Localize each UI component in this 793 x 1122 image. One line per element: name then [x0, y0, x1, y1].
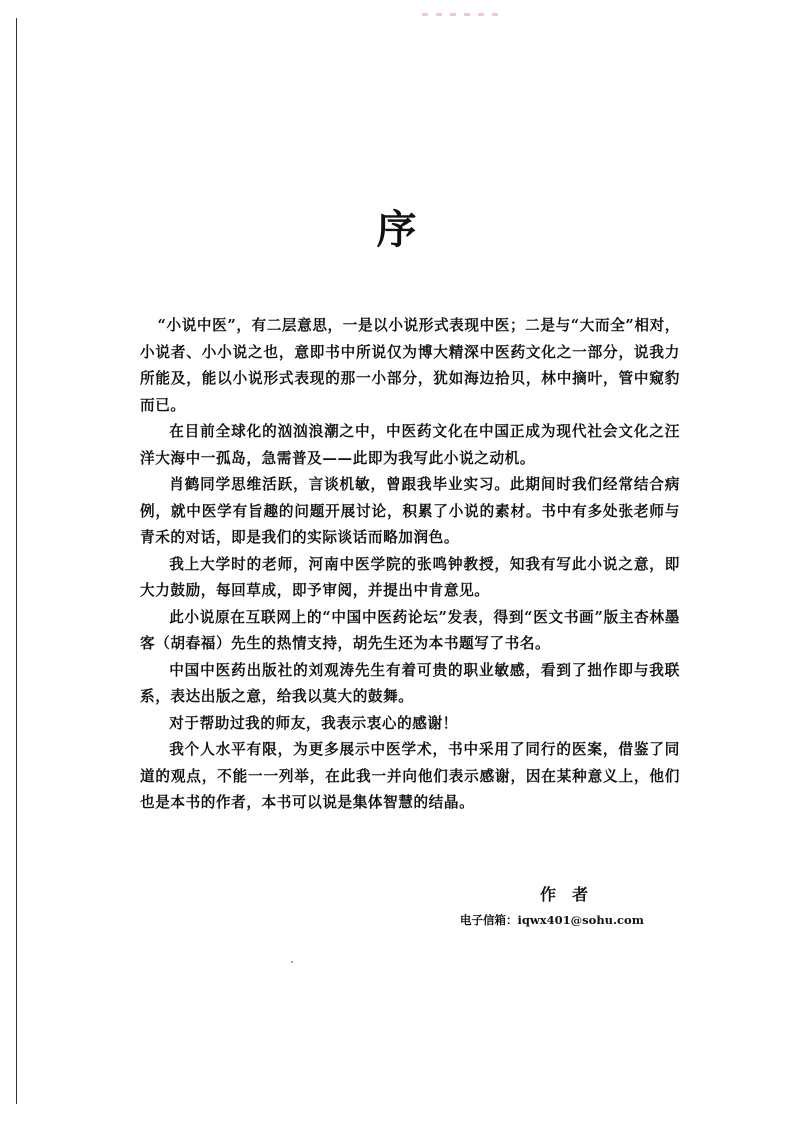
email-label: 电子信箱：	[460, 913, 518, 927]
paragraph-5: 此小说原在互联网上的“中国中医药论坛”发表，得到“医文书画”版主杏林墨客（胡春福）先生的热情支持，胡先生还为本书题写了书名。	[140, 608, 680, 652]
paragraph-7: 对于帮助过我的师友，我表示衷心的感谢！	[169, 714, 458, 732]
preface-title: 序	[376, 206, 417, 253]
paragraph-2: 在目前全球化的汹汹浪潮之中，中医药文化在中国正成为现代社会文化之汪洋大海中一孤岛，急需普及——此即为我写此小说之动机。	[140, 423, 680, 467]
author-email	[460, 912, 644, 928]
scan-artifact	[422, 13, 502, 16]
email-address: iqwx401@sohu.com	[517, 913, 644, 927]
paragraph-3: 肖鹤同学思维活跃，言谈机敏，曾跟我毕业实习。此期间时我们经常结合病例，就中医学有旨趣的问题开展讨论，积累了小说的素材。书中有多处张老师与青禾的对话，即是我们的实际谈话而略加润色。	[140, 476, 680, 546]
scan-speck	[291, 961, 293, 963]
author-signature: 作者	[540, 885, 605, 904]
paragraph-8: 我个人水平有限，为更多展示中医学术，书中采用了同行的医案，借鉴了同道的观点，不能一一列举，在此我一并向他们表示感谢，因在某种意义上，他们也是本书的作者，本书可以说是集体智慧的结晶。	[140, 741, 680, 811]
preface-body	[140, 313, 680, 817]
paragraph-1: “小说中医”，有二层意思，一是以小说形式表现中医；二是与“大而全”相对，小说者、小小说之也，意即书中所说仅为博大精深中医药文化之一部分，说我力所能及，能以小说形式表现的那一小部分，犹如海边拾贝，林中摘叶，管中窥豹而已。	[140, 317, 680, 414]
paragraph-4: 我上大学时的老师，河南中医学院的张鸣钟教授，知我有写此小说之意，即大力鼓励，每回草成，即予审阅，并提出中肯意见。	[140, 555, 680, 599]
page-binding-rule	[16, 18, 17, 1104]
paragraph-6: 中国中医药出版社的刘观涛先生有着可贵的职业敏感，看到了拙作即与我联系，表达出版之意，给我以莫大的鼓舞。	[140, 661, 680, 705]
